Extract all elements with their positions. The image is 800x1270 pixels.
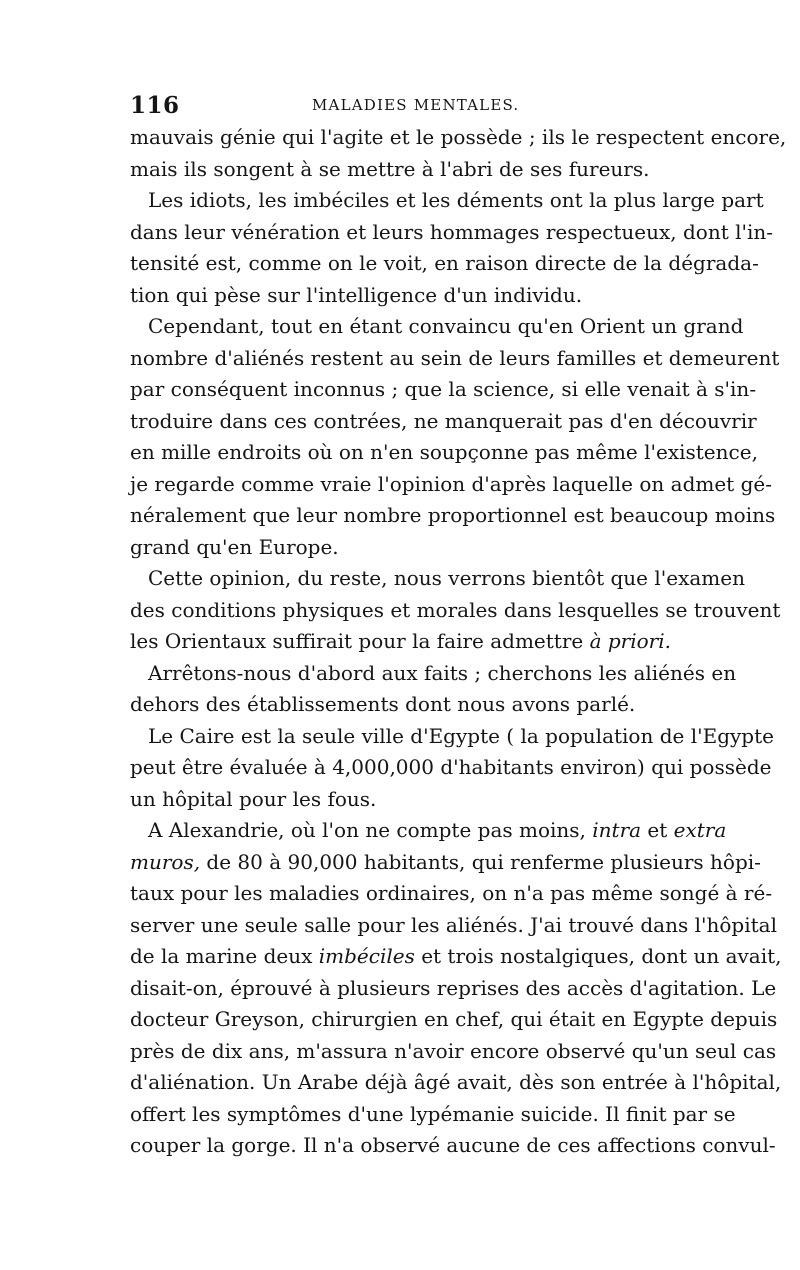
text-run: les Orientaux suffirait pour la faire admettre (130, 629, 590, 653)
text-line: Cette opinion, du reste, nous verrons bientôt que l'examen (148, 566, 745, 590)
text-line (130, 941, 782, 973)
italic-run: extra (673, 818, 727, 842)
text-line: Arrêtons-nous d'abord aux faits ; cherchons les aliénés en (148, 660, 737, 685)
page-number: 116 (130, 92, 180, 119)
text-line: je regarde comme vraie l'opinion d'après laquelle on admet gé- (130, 471, 772, 496)
text-run: et trois nostalgiques, dont un avait, (414, 944, 782, 968)
text-line: Cependant, tout en étant convaincu qu'en Orient un grand (148, 314, 744, 338)
text-line: peut être évaluée à 4,000,000 d'habitants environ) qui possède (130, 755, 772, 779)
italic-run: à priori. (589, 629, 671, 653)
text-line: dehors des établissements dont nous avons parlé. (130, 692, 636, 716)
text-line: des conditions physiques et morales dans lesquelles se trouvent (130, 597, 781, 622)
text-line: tensité est, comme on le voit, en raison directe de la dégrada- (130, 251, 759, 275)
text-line (130, 847, 761, 879)
text-line: offert les symptômes d'une lypémanie suicide. Il finit par se (130, 1101, 736, 1126)
italic-run: intra (592, 818, 642, 842)
text-line: grand qu'en Europe. (130, 534, 339, 559)
text-line: par conséquent inconnus ; que la science, si elle venait à s'in- (130, 377, 757, 401)
text-line: mauvais génie qui l'agite et le possède ; ils le respectent encore, (130, 125, 787, 149)
body-text (130, 122, 787, 1162)
text-line: couper la gorge. Il n'a observé aucune de ces affections convul- (130, 1133, 776, 1157)
text-line (130, 626, 670, 658)
italic-run: imbéciles (318, 944, 415, 968)
text-run: de 80 à 90,000 habitants, qui renferme plusieurs hôpi- (200, 849, 761, 874)
text-line: tion qui pèse sur l'intelligence d'un individu. (130, 282, 583, 307)
text-line: un hôpital pour les fous. (130, 786, 377, 811)
running-title: MALADIES MENTALES. (312, 96, 520, 114)
text-line: disait-on, éprouvé à plusieurs reprises des accès d'agitation. Le (130, 975, 777, 1000)
text-run: et (641, 818, 674, 842)
text-line: néralement que leur nombre proportionnel est beaucoup moins (130, 503, 776, 527)
text-line: troduire dans ces contrées, ne manquerait pas d'en découvrir (130, 408, 757, 433)
italic-run: muros, (130, 849, 201, 874)
text-line: server une seule salle pour les aliénés. J'ai trouvé dans l'hôpital (130, 912, 777, 937)
text-line: taux pour les maladies ordinaires, on n'a pas même songé à ré- (130, 881, 773, 905)
text-line: dans leur vénération et leurs hommages respectueux, dont l'in- (130, 219, 774, 244)
text-run: de la marine deux (130, 944, 319, 968)
page-header (130, 92, 670, 122)
text-line: Le Caire est la seule ville d'Egypte ( la population de l'Egypte (148, 723, 774, 748)
text-line: docteur Greyson, chirurgien en chef, qui était en Egypte depuis (130, 1007, 778, 1031)
text-line: en mille endroits où on n'en soupçonne pas même l'existence, (130, 440, 758, 464)
text-line: d'aliénation. Un Arabe déjà âgé avait, dès son entrée à l'hôpital, (130, 1070, 782, 1094)
text-line: mais ils songent à se mettre à l'abri de ses fureurs. (130, 156, 650, 181)
text-line: près de dix ans, m'assura n'avoir encore observé qu'un seul cas (130, 1038, 777, 1063)
text-line (130, 815, 727, 847)
text-run: A Alexandrie, où l'on ne compte pas moins, (148, 818, 593, 842)
text-line: nombre d'aliénés restent au sein de leurs familles et demeurent (130, 345, 780, 370)
text-line: Les idiots, les imbéciles et les déments ont la plus large part (148, 188, 764, 212)
